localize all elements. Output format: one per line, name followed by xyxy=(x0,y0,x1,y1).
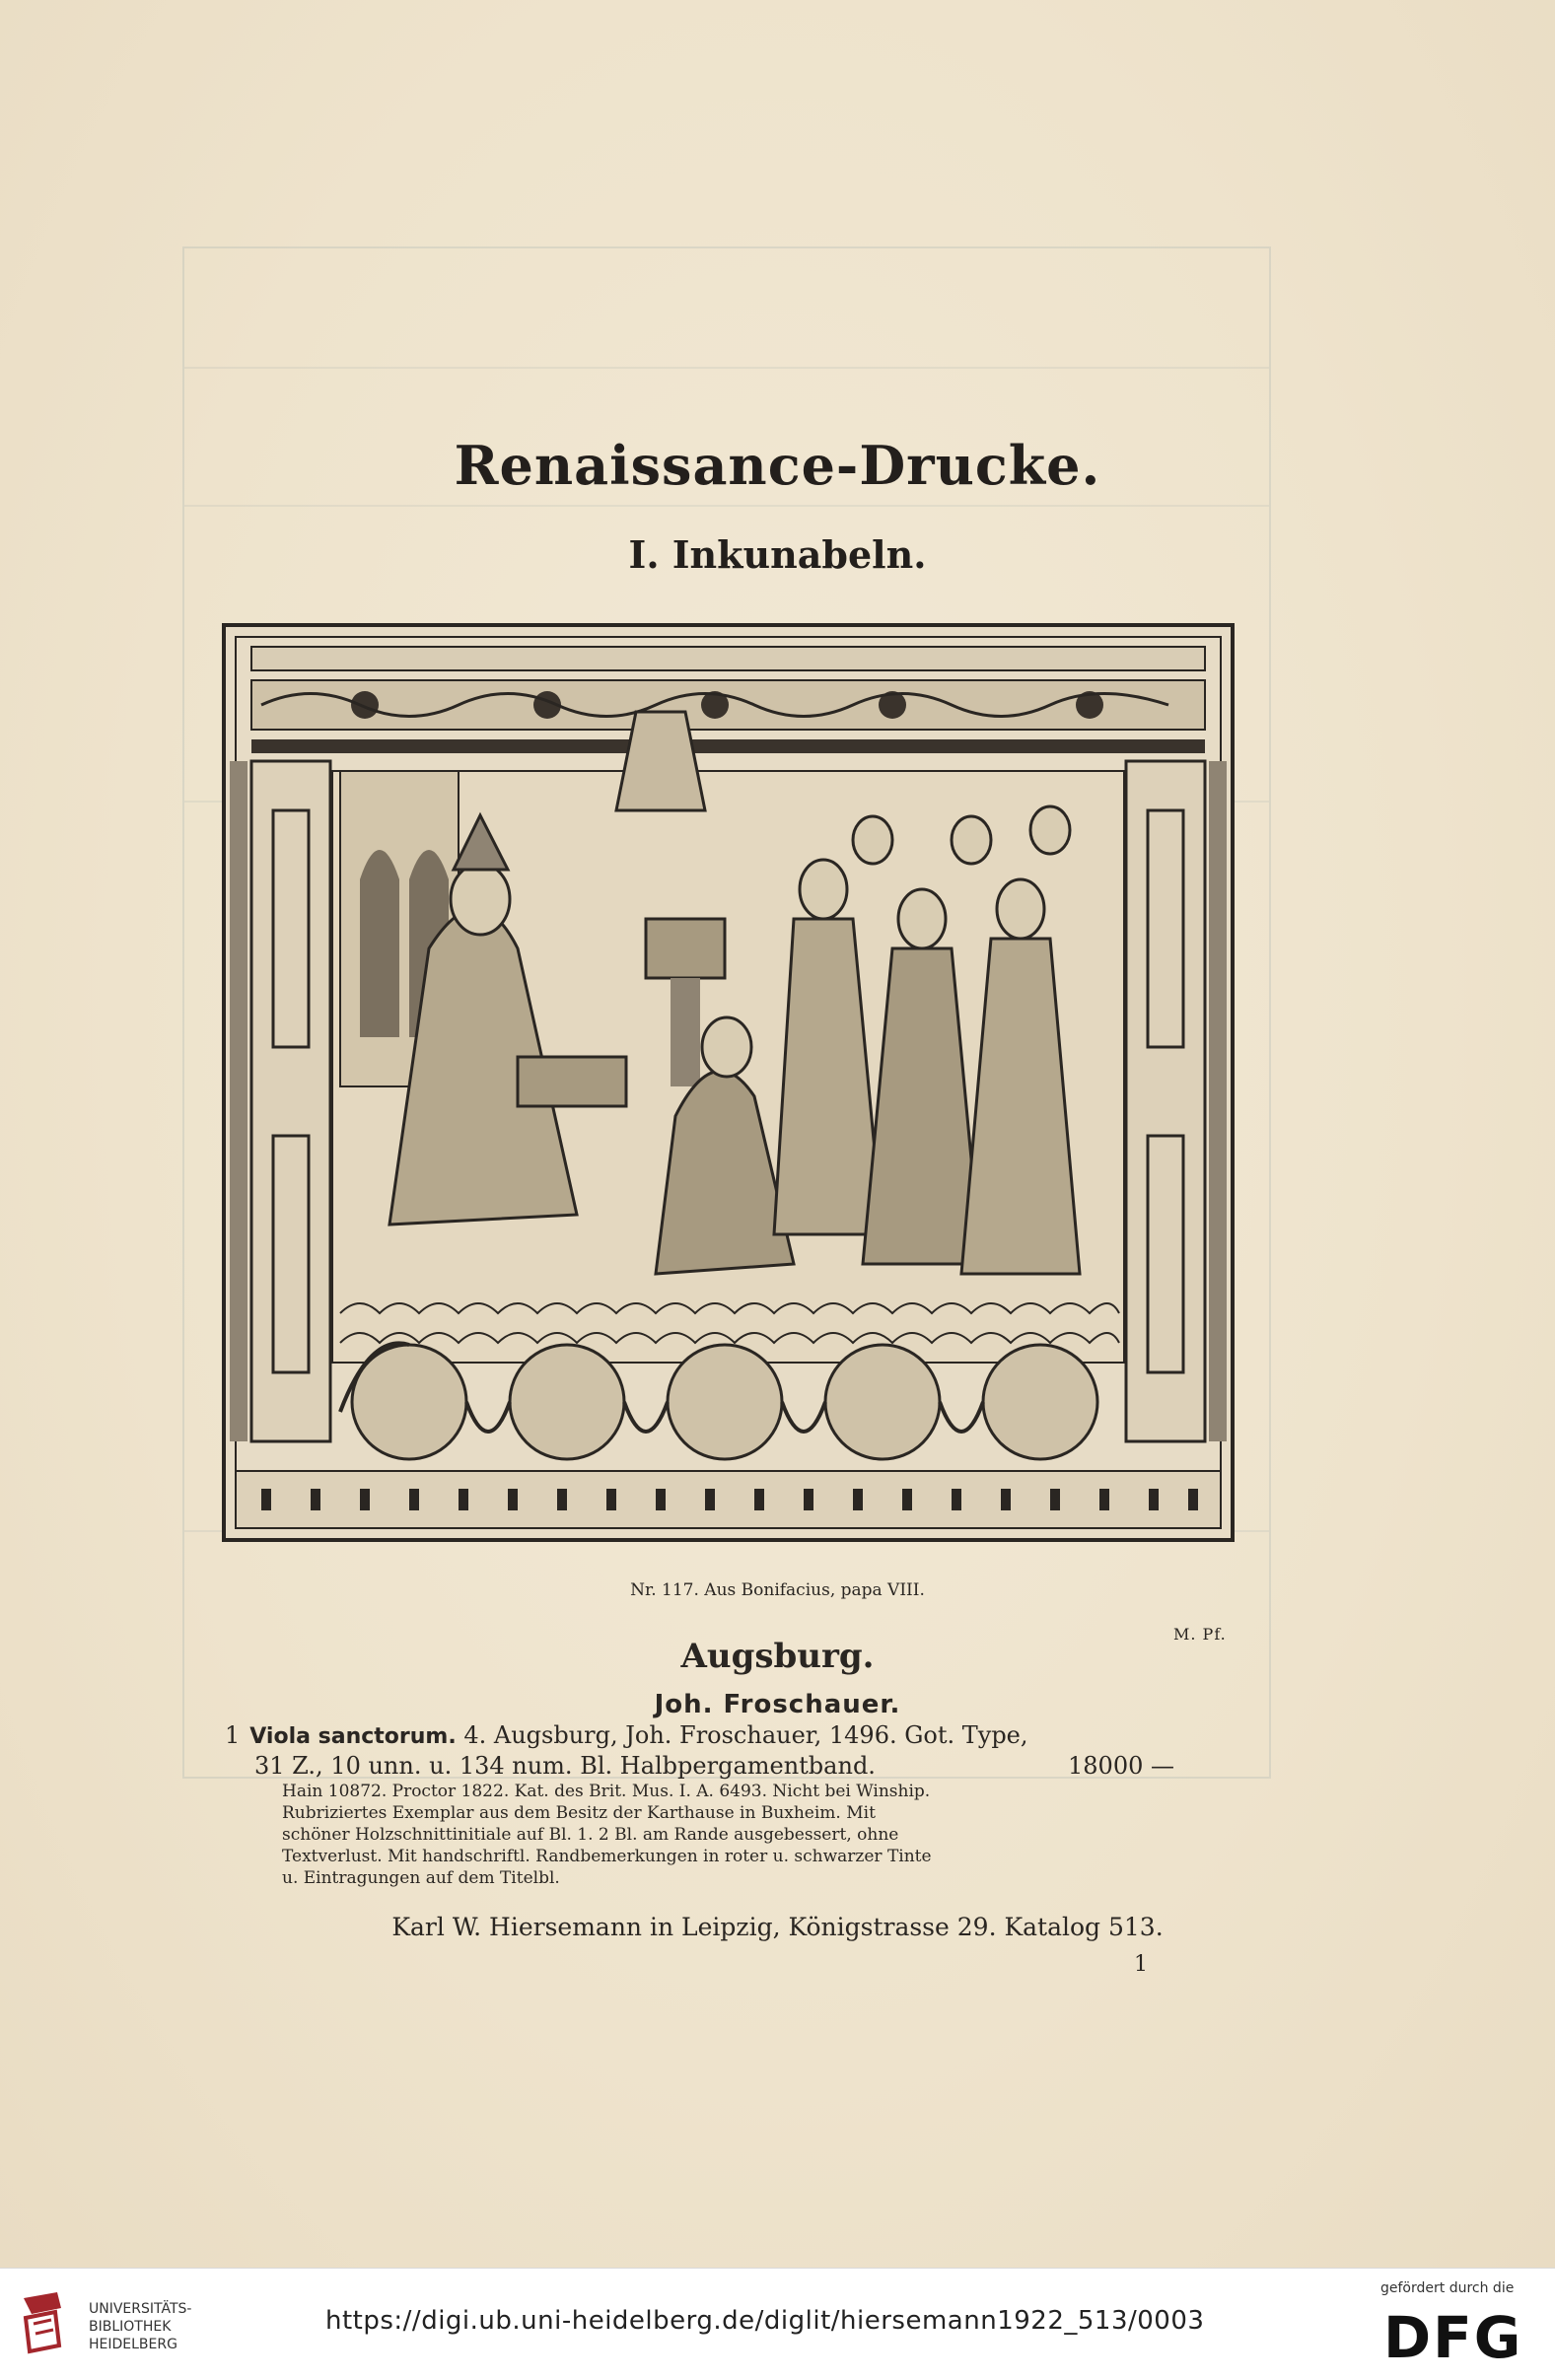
entry-price: 18000 — xyxy=(1068,1752,1174,1780)
printer-heading: Joh. Froschauer. xyxy=(654,1690,901,1719)
library-logo-text: UNIVERSITÄTS- BIBLIOTHEK HEIDELBERG xyxy=(89,2301,192,2352)
figure-caption: Nr. 117. Aus Bonifacius, papa VIII. xyxy=(630,1580,925,1600)
note-line: Textverlust. Mit handschriftl. Randbemerkungen in roter u. schwarzer Tinte xyxy=(282,1847,932,1866)
note-line: Hain 10872. Proctor 1822. Kat. des Brit. Mus. I. A. 6493. Nicht bei Winship. xyxy=(282,1782,931,1801)
entry-number: 1 xyxy=(225,1721,241,1749)
library-logo[interactable] xyxy=(18,2280,205,2369)
page-number: 1 xyxy=(1134,1952,1148,1977)
library-logo-icon xyxy=(18,2288,73,2357)
entry-notes xyxy=(282,1781,1169,1889)
woodcut-illustration xyxy=(222,623,1235,1542)
catalog-entry-line2 xyxy=(254,1751,1174,1782)
section-title: I. Inkunabeln. xyxy=(628,532,927,577)
catalog-entry-line1 xyxy=(225,1720,1171,1752)
publisher-footer: Karl W. Hiersemann in Leipzig, Königstrasse 29. Katalog 513. xyxy=(391,1913,1164,1941)
note-line: u. Eintragungen auf dem Titelbl. xyxy=(282,1868,560,1888)
note-line: Rubriziertes Exemplar aus dem Besitz der Karthause in Buxheim. Mit xyxy=(282,1803,876,1823)
note-line: schöner Holzschnittinitiale auf Bl. 1. 2 Bl. am Rande ausgebessert, ohne xyxy=(282,1825,899,1845)
dfg-logo[interactable]: DFG xyxy=(1383,2304,1523,2371)
funding-note: gefördert durch die xyxy=(1380,2280,1515,2296)
viewer-footer-bar xyxy=(0,2268,1555,2380)
page-title: Renaissance-Drucke. xyxy=(454,434,1101,497)
city-heading: Augsburg. xyxy=(680,1637,875,1676)
price-column-header: M. Pf. xyxy=(1173,1625,1227,1644)
entry-title: Viola sanctorum. xyxy=(249,1724,457,1749)
entry-collation: 31 Z., 10 unn. u. 134 num. Bl. Halbpergamentband. xyxy=(254,1752,876,1780)
permalink-url[interactable]: https://digi.ub.uni-heidelberg.de/diglit/hiersemann1922_513/0003 xyxy=(325,2306,1205,2336)
entry-details: 4. Augsburg, Joh. Froschauer, 1496. Got. Type, xyxy=(463,1721,1028,1749)
